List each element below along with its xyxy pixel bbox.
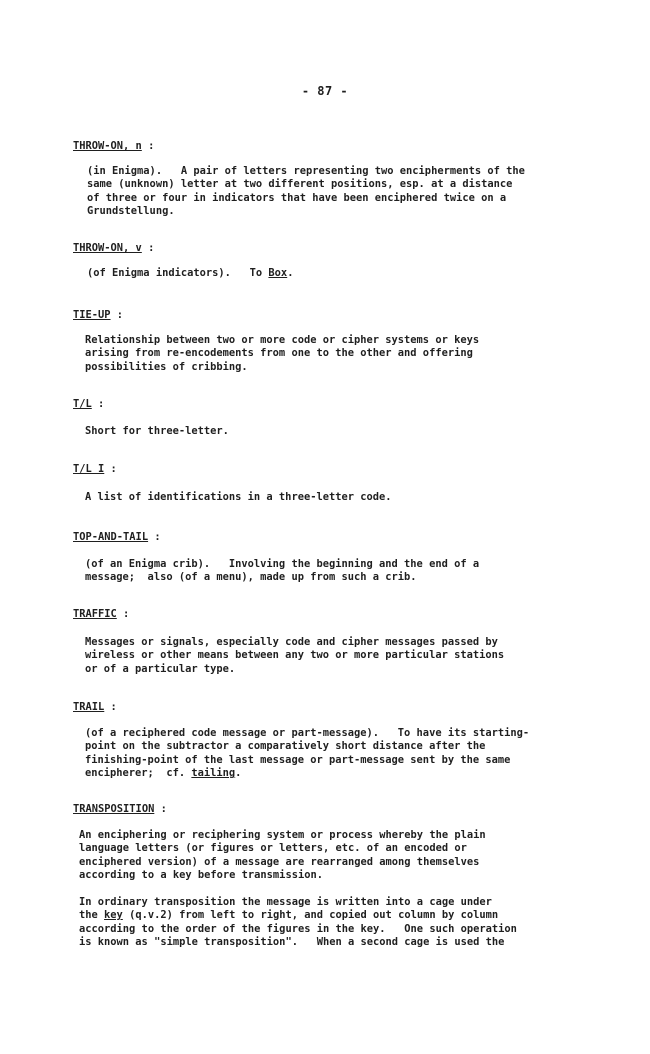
definition-line	[79, 909, 517, 922]
definition-t-l-i	[85, 491, 392, 504]
definition-text: the	[79, 909, 105, 922]
definition-line: Grundstellung.	[87, 205, 175, 218]
definition-line: Relationship between two or more code or cipher systems or keys	[85, 334, 480, 346]
term-tie-up	[73, 309, 123, 321]
definition-line: arising from re-encodements from one to the other and offering	[85, 347, 473, 360]
definition-line: finishing-point of the last message or part-message sent by the same	[85, 753, 511, 766]
term-colon: :	[141, 242, 155, 254]
term-trail	[73, 701, 117, 713]
definition-trail	[85, 727, 529, 781]
definition-text: encipherer; cf.	[85, 767, 192, 780]
definition-line: language letters (or figures or letters, etc. of an encoded or	[79, 842, 467, 855]
term-label: TRAIL	[73, 701, 105, 713]
definition-line: An enciphering or reciphering system or process whereby the plain	[79, 829, 486, 841]
term-throw-on-noun	[73, 140, 154, 152]
term-colon: :	[91, 398, 105, 410]
definition-transposition-paragraph-2	[79, 896, 517, 950]
definition-line: In ordinary transposition the message is written into a cage under	[79, 896, 492, 908]
definition-line: wireless or other means between any two or more particular stations	[85, 649, 505, 662]
term-top-and-tail	[73, 531, 161, 543]
definition-period: .	[287, 267, 294, 279]
definition-line: according to the order of the figures in the key. One such operation	[79, 922, 517, 935]
cross-reference-box: Box	[268, 267, 288, 279]
term-t-l-i	[73, 463, 117, 475]
definition-line: same (unknown) letter at two different positions, esp. at a distance	[87, 178, 513, 191]
term-colon: :	[116, 608, 130, 620]
definition-line: Short for three-letter.	[85, 425, 229, 437]
term-label: THROW-ON, n	[73, 140, 142, 152]
term-colon: :	[110, 309, 124, 321]
term-colon: :	[104, 701, 117, 713]
term-colon: :	[154, 803, 167, 815]
definition-line: of three or four in indicators that have been enciphered twice on a	[87, 191, 507, 204]
term-throw-on-verb	[73, 242, 154, 254]
definition-line: A list of identifications in a three-letter code.	[85, 491, 392, 503]
term-label: TRANSPOSITION	[73, 803, 155, 815]
definition-tie-up	[85, 334, 479, 374]
definition-line: (of a reciphered code message or part-message). To have its starting-	[85, 727, 530, 739]
term-colon: :	[104, 463, 117, 475]
definition-line	[85, 767, 529, 780]
definition-line: Messages or signals, especially code and cipher messages passed by	[85, 636, 498, 648]
term-label: TOP-AND-TAIL	[73, 531, 149, 543]
cross-reference-tailing: tailing	[191, 767, 236, 780]
definition-transposition	[79, 829, 486, 883]
term-t-l	[73, 398, 104, 410]
cross-reference-key: key	[104, 909, 123, 922]
definition-line: or of a particular type.	[85, 662, 236, 675]
definition-line: according to a key before transmission.	[79, 869, 323, 882]
term-label: TIE-UP	[73, 309, 111, 321]
definition-t-l	[85, 425, 229, 438]
definition-text: (of Enigma indicators). To	[87, 267, 269, 279]
term-colon: :	[148, 531, 161, 543]
definition-line: is known as "simple transposition". When a second cage is used the	[79, 936, 505, 949]
definition-traffic	[85, 636, 504, 676]
definition-line: point on the subtractor a comparatively short distance after the	[85, 740, 486, 753]
definition-line: message; also (of a menu), made up from such a crib.	[85, 571, 417, 584]
definition-text: (q.v.2) from left to right, and copied out column by column	[122, 909, 499, 922]
definition-top-and-tail	[85, 558, 479, 585]
term-transposition	[73, 803, 167, 815]
definition-throw-on-noun	[87, 165, 525, 219]
page-number: - 87 -	[301, 84, 349, 98]
term-traffic	[73, 608, 129, 620]
term-label: TRAFFIC	[73, 608, 117, 620]
definition-line: enciphered version) of a message are rearranged among themselves	[79, 855, 480, 868]
definition-line: (of an Enigma crib). Involving the beginning and the end of a	[85, 558, 480, 570]
term-label: THROW-ON, v	[73, 242, 142, 254]
definition-line: possibilities of cribbing.	[85, 360, 248, 373]
definition-line: (in Enigma). A pair of letters representing two encipherments of the	[87, 165, 525, 177]
term-colon: :	[141, 140, 155, 152]
definition-throw-on-verb	[87, 267, 293, 280]
definition-period: .	[235, 767, 242, 780]
term-label: T/L	[73, 398, 92, 410]
term-label: T/L I	[73, 463, 105, 475]
